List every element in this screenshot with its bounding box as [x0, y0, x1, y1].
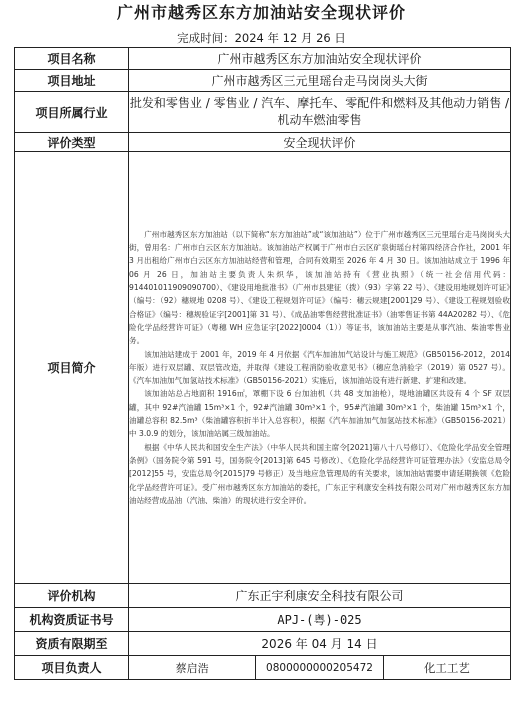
validity-value: 2026 年 04 月 14 日	[129, 632, 511, 656]
validity-label: 资质有限期至	[15, 632, 129, 656]
row-project-industry	[15, 92, 511, 133]
row-project-intro	[15, 152, 511, 584]
intro-paragraph: 广州市越秀区东方加油站（以下简称“东方加油站”或“该加油站”）位于广州市越秀区三元里瑶台走马岗岗头大街，曾用名：广州市白云区东方加油站。该加油站产权属于广州市白云区矿泉街瑶台村第四经济合作社，2001 年 3 月出租给广州市白云区东方加油站经营和管理，合同有效期至 2026 年 4 月 30 日。该加油站成立于 1996 年 06 月 26 日，加油站主要负责人朱炽华，该加油站持有《营业执照》（统一社会信用代码：914401011909090700）、《建设用地批准书》（广州市县建征（拨）（93）字第 22 号）、《建设用地规划许可证》（编号：（92）穗规地 0208 号）、《建设工程规划许可证》（编号：穗云规建[2001]29 号）、《建设工程规划验收合格证》（编号：穗规验证字[2001]第 31 号）、《成品油零售经营批准证书》（油零售证书第 44A20282 号）、《危险化学品经营许可证》（粤穗 WH 应急证字[2022]0004（1））等证书，该加油站主要是从事汽油、柴油零售业务。	[129, 229, 510, 346]
project-lead-id: 0800000000205472	[256, 656, 383, 680]
project-intro-text	[129, 152, 511, 584]
page-title: 广州市越秀区东方加油站安全现状评价	[116, 3, 406, 22]
row-evaluation-type	[15, 133, 511, 152]
project-name-label: 项目名称	[15, 48, 129, 70]
row-project-name	[15, 48, 511, 70]
project-lead-label: 项目负责人	[15, 656, 129, 680]
intro-paragraph: 该加油站总占地面积 1916㎡，罩棚下设 6 台加油机（共 48 支加油枪），堤地油罐区共设有 4 个 SF 双层罐，其中 92#汽油罐 15m³×1 个，92#汽油罐 30m³×1 个，95#汽油罐 30m³×1 个，柴油罐 15m³×1 个，油罐总容积 82.5m³（柴油罐容积折半计入总容积），根据《汽车加油加气加氢站技术标准》（GB50156-2021）中 3.0.9 的划分，该加油站属三级加油站。	[129, 389, 510, 439]
row-evaluation-org	[15, 584, 511, 608]
project-lead-major: 化工工艺	[383, 656, 510, 680]
row-project-lead	[15, 656, 511, 680]
project-address-label: 项目地址	[15, 70, 129, 92]
row-project-address	[15, 70, 511, 92]
cert-number-label: 机构资质证书号	[15, 608, 129, 632]
evaluation-org-value: 广东正宇利康安全科技有限公司	[129, 584, 511, 608]
evaluation-type-label: 评价类型	[15, 133, 129, 152]
project-address-value: 广州市越秀区三元里瑶台走马岗岗头大街	[129, 70, 511, 92]
row-qualification-validity	[15, 632, 511, 656]
intro-paragraph: 该加油站建成于 2001 年，2019 年 4 月依据《汽车加油加气站设计与施工规范》（GB50156-2012，2014 年版）进行双层罐、双层管改造，并取得《建设工程消防验收意见书》（穗应急消验字（2019）第 0527 号）。《汽车加油加气加氢站技术标准》（GB50156-2021）实施后，该加油站设有进行新建、扩建和改建。	[129, 349, 510, 386]
cert-number-value: APJ-(粤)-025	[129, 608, 511, 632]
intro-paragraph: 根据《中华人民共和国安全生产法》（中华人民共和国主席令[2021]第八十八号修订）、《危险化学品安全管理条例》（国务院令第 591 号，国务院令[2013]第 645 号修改）、《危险化学品经营许可证管理办法》（安监总局令[2012]55 号，安监总局令[2015]79 号修正）及当地应急管理局的有关要求，该加油站需要申请延期换领《危险化学品经营许可证》。受广州市越秀区东方加油站的委托，广东正宇利康安全科技有限公司对广州市越秀区东方加油站经营成品油（汽油、柴油）的现状进行安全评价。	[129, 442, 510, 505]
evaluation-org-label: 评价机构	[15, 584, 129, 608]
report-table	[14, 47, 511, 680]
project-industry-value: 批发和零售业 / 零售业 / 汽车、摩托车、零配件和燃料及其他动力销售 / 机动车燃油零售	[129, 92, 511, 133]
completion-date: 完成时间：2024 年 12 月 26 日	[177, 31, 346, 45]
row-cert-number	[15, 608, 511, 632]
project-name-value: 广州市越秀区东方加油站安全现状评价	[129, 48, 511, 70]
project-industry-label: 项目所属行业	[15, 92, 129, 133]
project-intro-label: 项目简介	[15, 152, 129, 584]
evaluation-type-value: 安全现状评价	[129, 133, 511, 152]
project-lead-name: 蔡启浩	[129, 656, 256, 680]
